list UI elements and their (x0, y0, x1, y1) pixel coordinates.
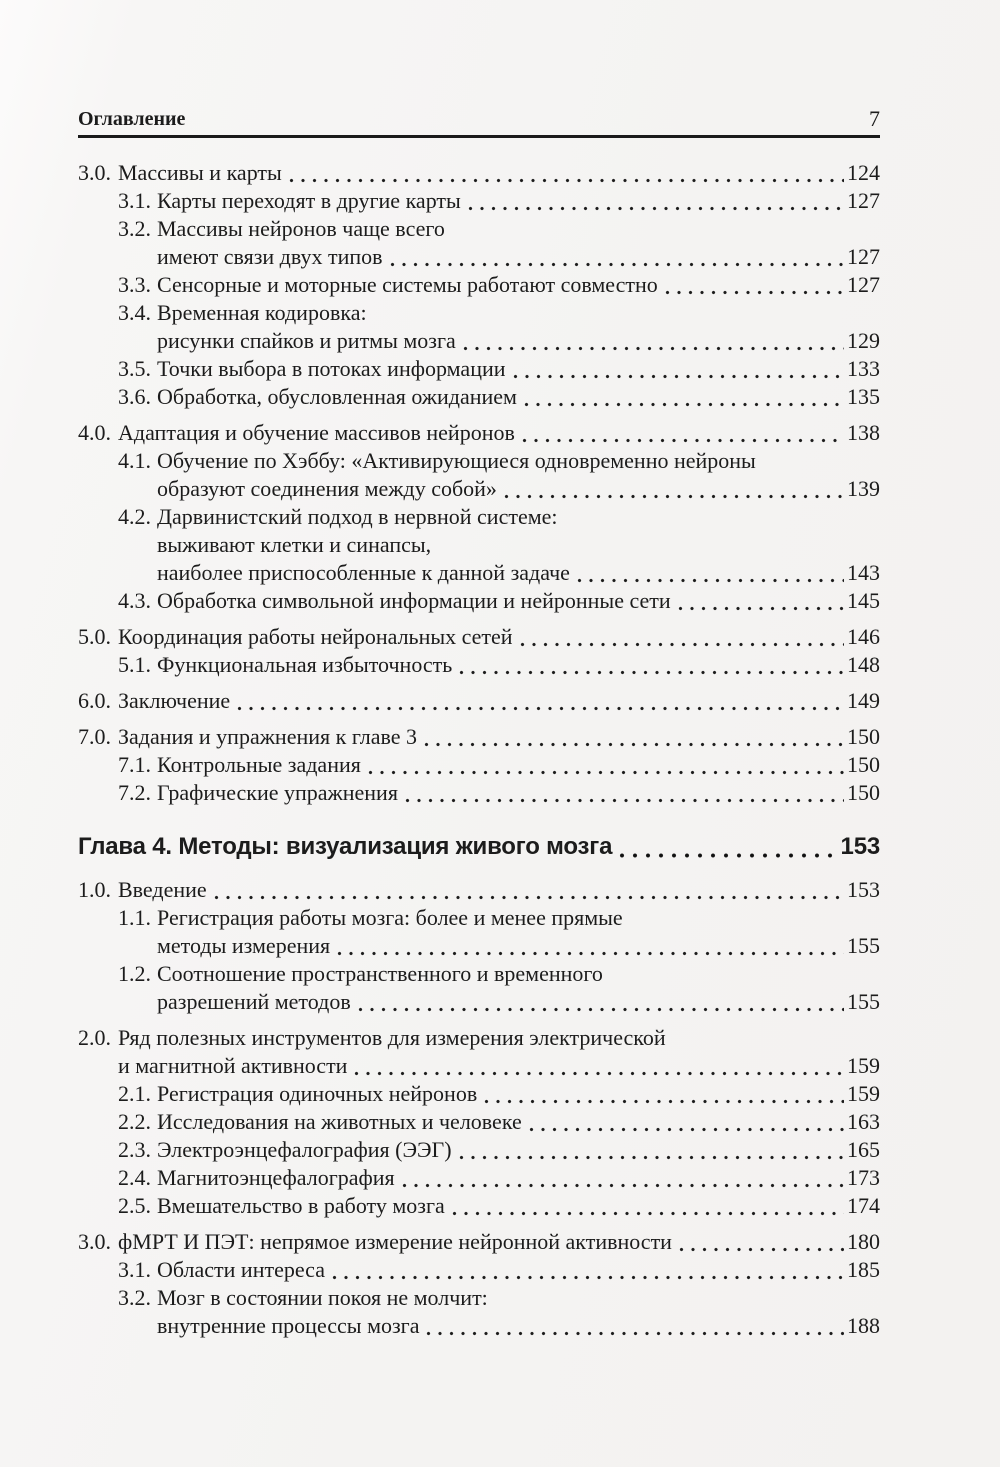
toc-row (78, 1136, 880, 1164)
entry-number: 2.1. (118, 1081, 151, 1106)
entry-title: Электроэнцефалография (ЭЭГ) (157, 1137, 452, 1162)
toc-entry (78, 271, 880, 299)
entry-title: Функциональная избыточность (157, 652, 453, 677)
toc-entry (78, 1164, 880, 1192)
toc-entry (78, 187, 880, 215)
entry-page-number: 159 (847, 1053, 880, 1078)
toc-row (78, 988, 880, 1016)
entry-page-number: 150 (847, 752, 880, 777)
toc-entry (78, 960, 880, 1016)
toc-row (78, 651, 880, 679)
dot-leader (423, 1312, 844, 1340)
dot-leader (662, 271, 844, 299)
dot-leader (456, 1136, 844, 1164)
dot-leader (481, 1080, 844, 1108)
toc-row (78, 1052, 880, 1080)
entry-title: выживают клетки и синапсы, (157, 532, 432, 557)
entry-number: 2.0. (78, 1025, 111, 1050)
entry-page-number: 153 (840, 833, 880, 860)
entry-page-number: 150 (847, 724, 880, 749)
entry-title: Вмешательство в работу мозга (157, 1193, 445, 1218)
toc-entry (78, 299, 880, 355)
toc-entry (78, 751, 880, 779)
entry-title: Обработка, обусловленная ожиданием (157, 384, 517, 409)
entry-title: имеют связи двух типов (157, 244, 383, 269)
toc-row (78, 243, 880, 271)
entry-title: Обучение по Хэббу: «Активирующиеся одновременно нейроны (157, 448, 756, 473)
entry-number: 3.1. (118, 1257, 151, 1282)
toc-row (78, 215, 880, 243)
toc-row (78, 751, 880, 779)
entry-number: 2.4. (118, 1165, 151, 1190)
entry-page-number: 148 (847, 652, 880, 677)
toc-entry (78, 876, 880, 904)
dot-leader (501, 475, 844, 503)
toc-row (78, 355, 880, 383)
entry-number: 3.2. (118, 216, 151, 241)
entry-title: Регистрация одиночных нейронов (157, 1081, 478, 1106)
entry-page-number: 185 (847, 1257, 880, 1282)
toc-row (78, 1080, 880, 1108)
toc-row (78, 1256, 880, 1284)
entry-title: Графические упражнения (157, 780, 398, 805)
entry-number: 4.3. (118, 588, 151, 613)
entry-number: 1.0. (78, 877, 111, 902)
entry-page-number: 150 (847, 780, 880, 805)
toc-entry (78, 587, 880, 615)
dot-leader (402, 779, 844, 807)
entry-page-number: 155 (847, 933, 880, 958)
toc-entry (78, 904, 880, 960)
entry-page-number: 165 (847, 1137, 880, 1162)
entry-title: внутренние процессы мозга (157, 1313, 420, 1338)
toc-row (78, 904, 880, 932)
dot-leader (421, 723, 844, 751)
toc-row (78, 587, 880, 615)
toc-row (78, 159, 880, 187)
entry-title: наиболее приспособленные к данной задаче (157, 560, 570, 585)
entry-title: Обработка символьной информации и нейронные сети (157, 588, 671, 613)
toc-row (78, 623, 880, 651)
toc-row (78, 932, 880, 960)
entry-page-number: 149 (847, 688, 880, 713)
dot-leader (510, 355, 844, 383)
entry-number: 7.1. (118, 752, 151, 777)
entry-title: Массивы нейронов чаще всего (157, 216, 445, 241)
entry-page-number: 153 (847, 877, 880, 902)
entry-number: 2.5. (118, 1193, 151, 1218)
entry-number: 3.3. (118, 272, 151, 297)
entry-number: 3.0. (78, 1229, 111, 1254)
toc-row (78, 383, 880, 411)
entry-title: рисунки спайков и ритмы мозга (157, 328, 456, 353)
toc-entry (78, 215, 880, 271)
toc-row (78, 831, 880, 863)
entry-page-number: 127 (847, 188, 880, 213)
entry-page-number: 174 (847, 1193, 880, 1218)
toc-row (78, 687, 880, 715)
toc-row (78, 299, 880, 327)
toc-entry (78, 503, 880, 587)
entry-number: 3.2. (118, 1285, 151, 1310)
entry-page-number: 133 (847, 356, 880, 381)
entry-number: 3.4. (118, 300, 151, 325)
running-head-title: Оглавление (78, 108, 186, 130)
entry-page-number: 159 (847, 1081, 880, 1106)
dot-leader (465, 187, 844, 215)
toc-entry (78, 623, 880, 651)
toc-entry (78, 651, 880, 679)
toc-entry (78, 1136, 880, 1164)
entry-title: Мозг в состоянии покоя не молчит: (157, 1285, 488, 1310)
dot-leader (329, 1256, 844, 1284)
toc-entry (78, 723, 880, 751)
entry-title: Ряд полезных инструментов для измерения электрической (118, 1025, 666, 1050)
dot-leader (399, 1164, 844, 1192)
toc-entry (78, 383, 880, 411)
entry-title: Дарвинистский подход в нервной системе: (157, 504, 558, 529)
dot-leader (234, 687, 844, 715)
dot-leader (286, 159, 844, 187)
entry-title: Области интереса (157, 1257, 325, 1282)
dot-leader (616, 831, 837, 863)
toc-row (78, 1312, 880, 1340)
toc-chapter-heading (78, 831, 880, 863)
entry-title: Координация работы нейрональных сетей (118, 624, 513, 649)
dot-leader (521, 383, 844, 411)
toc-entry (78, 159, 880, 187)
entry-page-number: 135 (847, 384, 880, 409)
entry-title: Задания и упражнения к главе 3 (118, 724, 417, 749)
toc-row (78, 559, 880, 587)
entry-number: 5.1. (118, 652, 151, 677)
toc-row (78, 1108, 880, 1136)
entry-number: 1.1. (118, 905, 151, 930)
entry-title: Соотношение пространственного и временного (157, 961, 603, 986)
toc-row (78, 531, 880, 559)
entry-title: Сенсорные и моторные системы работают совместно (157, 272, 658, 297)
dot-leader (675, 587, 844, 615)
toc-entry (78, 419, 880, 447)
dot-leader (460, 327, 844, 355)
entry-title: Заключение (118, 688, 231, 713)
entry-title: образуют соединения между собой» (157, 476, 497, 501)
toc-row (78, 1024, 880, 1052)
entry-number: 3.5. (118, 356, 151, 381)
entry-number: 2.3. (118, 1137, 151, 1162)
toc-row (78, 447, 880, 475)
dot-leader (517, 623, 844, 651)
entry-title: Карты переходят в другие карты (157, 188, 461, 213)
toc-entry (78, 1256, 880, 1284)
entry-page-number: 138 (847, 420, 880, 445)
toc-entry (78, 1024, 880, 1080)
dot-leader (519, 419, 844, 447)
entry-title: Регистрация работы мозга: более и менее прямые (157, 905, 623, 930)
toc-row (78, 475, 880, 503)
toc-list (78, 159, 880, 1340)
entry-page-number: 127 (847, 272, 880, 297)
dot-leader (211, 876, 844, 904)
entry-title: Введение (118, 877, 207, 902)
entry-page-number: 129 (847, 328, 880, 353)
entry-page-number: 143 (847, 560, 880, 585)
toc-entry (78, 687, 880, 715)
entry-number: 5.0. (78, 624, 111, 649)
entry-title: Глава 4. Методы: визуализация живого мозга (78, 833, 613, 860)
entry-title: Магнитоэнцефалография (157, 1165, 395, 1190)
dot-leader (456, 651, 844, 679)
entry-page-number: 188 (847, 1313, 880, 1338)
entry-title: фМРТ И ПЭТ: непрямое измерение нейронной активности (118, 1229, 672, 1254)
toc-entry (78, 1228, 880, 1256)
toc-entry (78, 1080, 880, 1108)
entry-number: 3.1. (118, 188, 151, 213)
dot-leader (355, 988, 844, 1016)
entry-title: Точки выбора в потоках информации (157, 356, 506, 381)
entry-page-number: 124 (847, 160, 880, 185)
entry-page-number: 173 (847, 1165, 880, 1190)
dot-leader (526, 1108, 844, 1136)
toc-entry (78, 447, 880, 503)
toc-entry (78, 355, 880, 383)
dot-leader (351, 1052, 844, 1080)
dot-leader (574, 559, 844, 587)
entry-number: 2.2. (118, 1109, 151, 1134)
entry-page-number: 155 (847, 989, 880, 1014)
entry-title: и магнитной активности (118, 1053, 348, 1078)
toc-entry (78, 1192, 880, 1220)
toc-row (78, 1164, 880, 1192)
header-page-number: 7 (869, 106, 880, 131)
toc-row (78, 187, 880, 215)
entry-number: 6.0. (78, 688, 111, 713)
toc-entry (78, 1284, 880, 1340)
entry-number: 4.0. (78, 420, 111, 445)
entry-title: методы измерения (157, 933, 331, 958)
dot-leader (676, 1228, 844, 1256)
entry-number: 4.2. (118, 504, 151, 529)
entry-number: 1.2. (118, 961, 151, 986)
entry-number: 3.6. (118, 384, 151, 409)
entry-title: Контрольные задания (157, 752, 361, 777)
toc-entry (78, 779, 880, 807)
entry-title: разрешений методов (157, 989, 351, 1014)
page-header (78, 108, 880, 138)
toc-row (78, 271, 880, 299)
entry-number: 4.1. (118, 448, 151, 473)
toc-entry (78, 1108, 880, 1136)
dot-leader (387, 243, 844, 271)
entry-title: Адаптация и обучение массивов нейронов (118, 420, 515, 445)
entry-page-number: 180 (847, 1229, 880, 1254)
entry-page-number: 127 (847, 244, 880, 269)
toc-row (78, 327, 880, 355)
toc-row (78, 503, 880, 531)
entry-page-number: 163 (847, 1109, 880, 1134)
entry-title: Исследования на животных и человеке (157, 1109, 522, 1134)
toc-row (78, 779, 880, 807)
toc-row (78, 419, 880, 447)
entry-number: 7.0. (78, 724, 111, 749)
toc-row (78, 1192, 880, 1220)
dot-leader (449, 1192, 844, 1220)
entry-number: 7.2. (118, 780, 151, 805)
toc-row (78, 723, 880, 751)
entry-page-number: 145 (847, 588, 880, 613)
toc-row (78, 876, 880, 904)
entry-title: Временная кодировка: (157, 300, 367, 325)
entry-number: 3.0. (78, 160, 111, 185)
entry-title: Массивы и карты (118, 160, 282, 185)
dot-leader (365, 751, 844, 779)
toc-row (78, 960, 880, 988)
toc-row (78, 1228, 880, 1256)
dot-leader (334, 932, 844, 960)
entry-page-number: 139 (847, 476, 880, 501)
toc-row (78, 1284, 880, 1312)
entry-page-number: 146 (847, 624, 880, 649)
